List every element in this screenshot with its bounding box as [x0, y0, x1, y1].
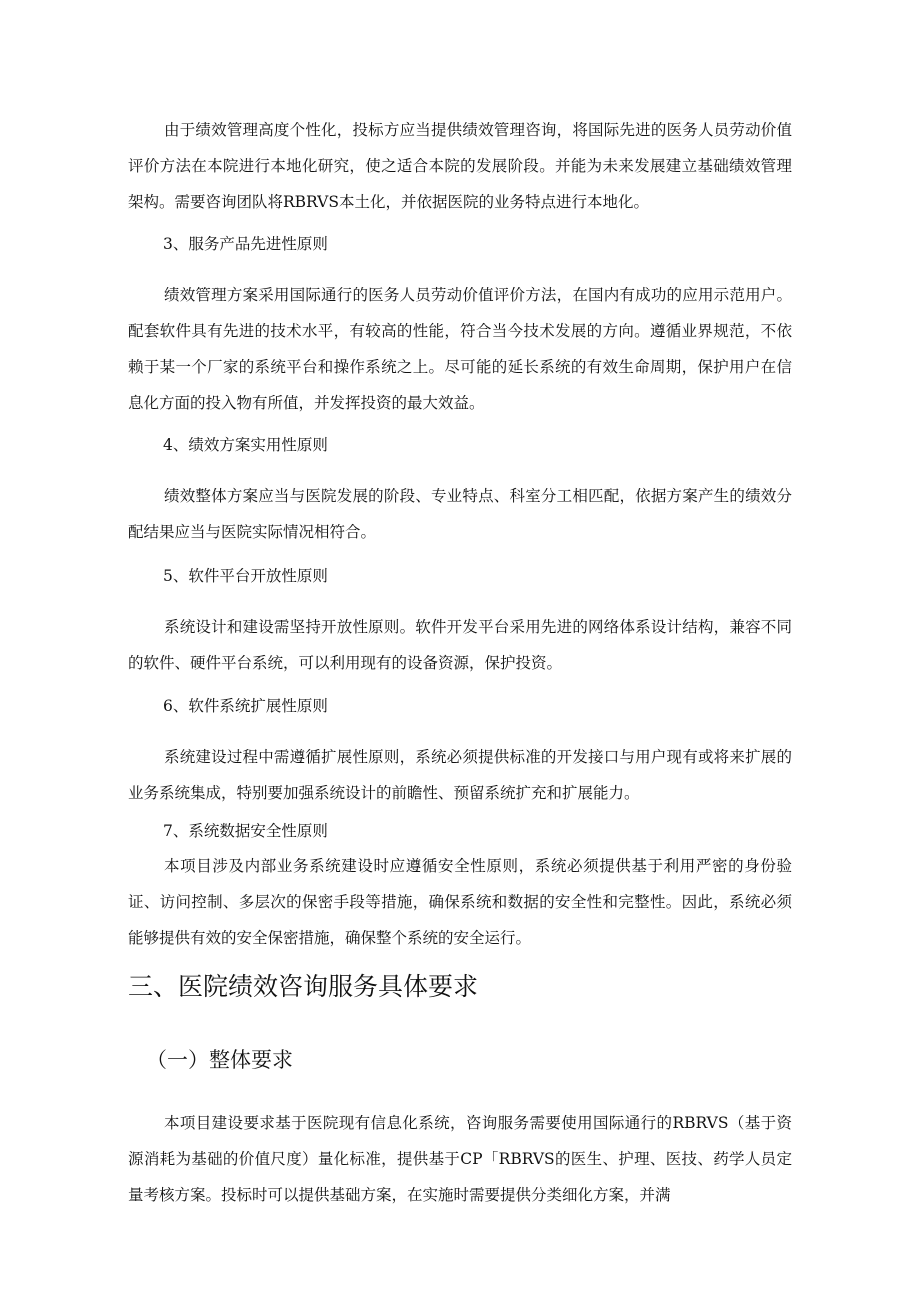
heading-principle-3: 3、服务产品先进性原则	[163, 235, 328, 253]
subsection-title: （一）整体要求	[146, 1048, 293, 1072]
paragraph-localization: 由于绩效管理高度个性化，投标方应当提供绩效管理咨询，将国际先进的医务人员劳动价值评价方法在本院进行本地化研究，使之适合本院的发展阶段。并能为未来发展建立基础绩效管理架构。需要咨询团队将RBRVS本土化，并依据医院的业务特点进行本地化。	[128, 121, 792, 211]
heading-principle-6: 6、软件系统扩展性原则	[163, 697, 328, 715]
paragraph-practicality: 绩效整体方案应当与医院发展的阶段、专业特点、科室分工相匹配，依据方案产生的绩效分配结果应当与医院实际情况相符合。	[128, 487, 792, 541]
section-title: 三、医院绩效咨询服务具体要求	[128, 972, 479, 1001]
paragraph-advanced-product: 绩效管理方案采用国际通行的医务人员劳动价值评价方法，在国内有成功的应用示范用户。配套软件具有先进的技术水平，有较高的性能，符合当今技术发展的方向。遵循业界规范，不依赖于某一个厂家的系统平台和操作系统之上。尽可能的延长系统的有效生命周期，保护用户在信息化方面的投入物有所值，并发挥投资的最大效益。	[128, 286, 792, 412]
paragraph-security: 本项目涉及内部业务系统建设时应遵循安全性原则，系统必须提供基于利用严密的身份验证、访问控制、多层次的保密手段等措施，确保系统和数据的安全性和完整性。因此，系统必须能够提供有效的安全保密措施，确保整个系统的安全运行。	[128, 857, 792, 947]
heading-principle-7: 7、系统数据安全性原则	[163, 822, 328, 840]
heading-principle-4: 4、绩效方案实用性原则	[163, 436, 328, 454]
paragraph-openness: 系统设计和建设需坚持开放性原则。软件开发平台采用先进的网络体系设计结构，兼容不同的软件、硬件平台系统，可以利用现有的设备资源，保护投资。	[128, 618, 792, 672]
paragraph-extensibility: 系统建设过程中需遵循扩展性原则，系统必须提供标准的开发接口与用户现有或将来扩展的业务系统集成，特别要加强系统设计的前瞻性、预留系统扩充和扩展能力。	[128, 748, 792, 802]
heading-principle-5: 5、软件平台开放性原则	[163, 567, 328, 585]
paragraph-overall-requirements: 本项目建设要求基于医院现有信息化系统，咨询服务需要使用国际通行的RBRVS（基于资源消耗为基础的价值尺度）量化标准，提供基于CP「RBRVS的医生、护理、医技、药学人员定量考核方案。投标时可以提供基础方案，在实施时需要提供分类细化方案，并满	[128, 1114, 792, 1204]
